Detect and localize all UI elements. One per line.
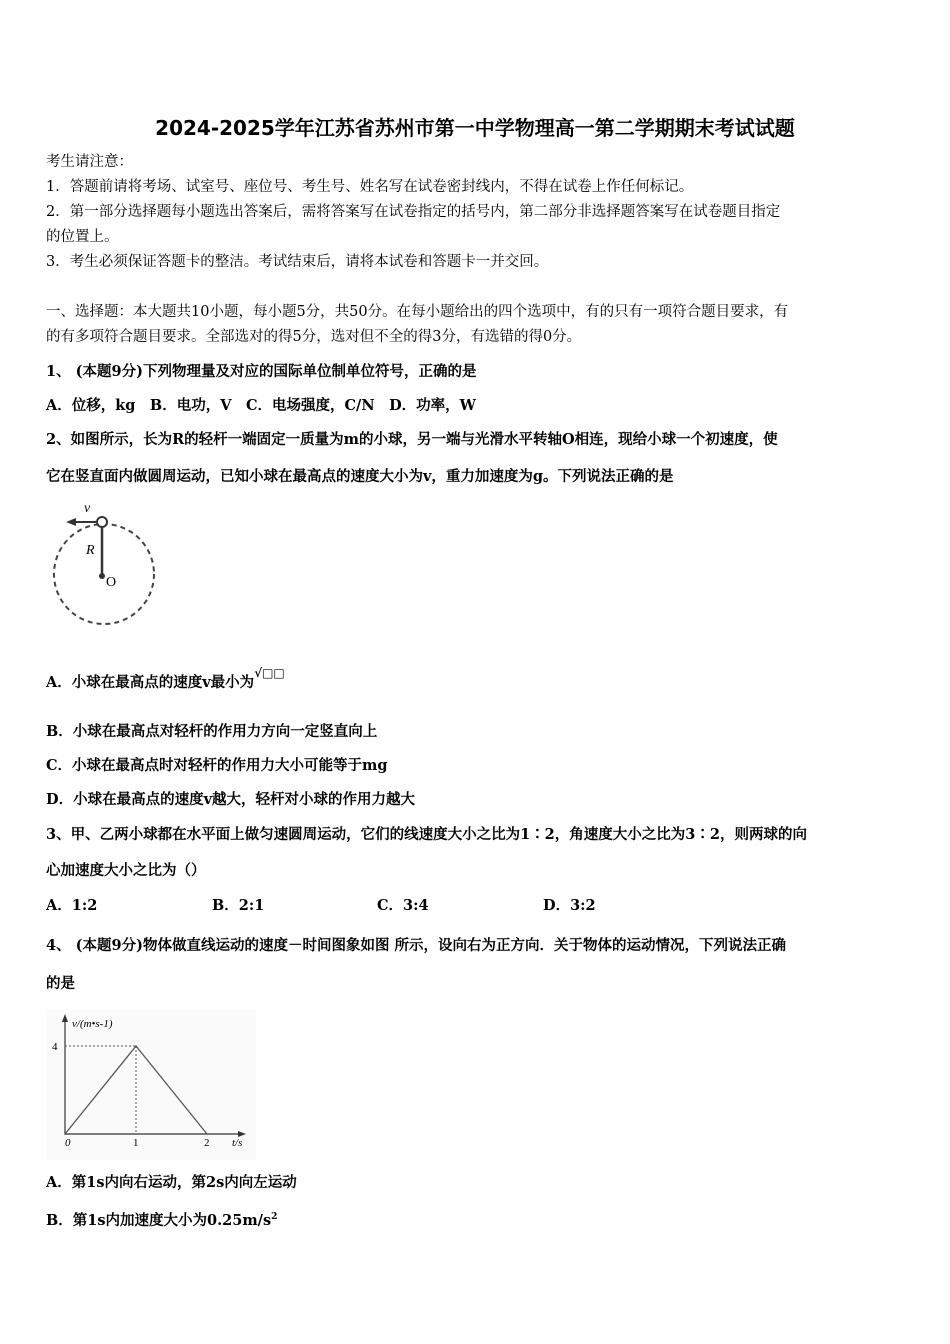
sqrt-placeholder: √□□ <box>254 666 285 680</box>
q2-stem-line1: 2、如图所示，长为R的轻杆一端固定一质量为m的小球，另一端与光滑水平转轴O相连，现给小球一个初速度，使 <box>46 431 778 448</box>
x-tick-label-1: 1 <box>133 1137 139 1149</box>
pivot-point <box>99 573 105 579</box>
section1-intro-line2: 的有多项符合题目要求。全部选对的得5分，选对但不全的得3分，有选错的得0分。 <box>46 329 582 345</box>
q2-option-a <box>46 666 910 693</box>
q3-option-d: D．3:2 <box>543 897 596 914</box>
q3-option-a: A．1:2 <box>46 897 98 914</box>
y-tick-label-4: 4 <box>52 1041 58 1053</box>
label-v: v <box>84 501 91 516</box>
label-O: O <box>106 575 117 590</box>
notice-item-2: 2．第一部分选择题每小题选出答案后，需将答案写在试卷指定的括号内，第二部分非选择题答案写在试卷题目指定 <box>46 204 781 220</box>
q2-option-b: B．小球在最高点对轻杆的作用力方向一定竖直向上 <box>46 723 378 740</box>
y-axis-label: v/(m•s-1) <box>72 1018 113 1030</box>
velocity-arrowhead <box>66 518 76 526</box>
q2-stem-line2: 它在竖直面内做圆周运动，已知小球在最高点的速度大小为v，重力加速度为g。下列说法正确的是 <box>46 468 674 485</box>
q4-option-b-superscript: 2 <box>271 1212 278 1222</box>
q2-option-a-text: A．小球在最高点的速度v最小为 <box>46 674 255 691</box>
q3-stem-line1: 3、甲、乙两小球都在水平面上做匀速圆周运动，它们的线速度大小之比为1∶2，角速度大小之比为3∶2，则两球的向 <box>46 826 807 843</box>
data-point-2 <box>206 1133 208 1135</box>
x-axis-label: t/s <box>232 1137 243 1149</box>
data-point-0 <box>64 1133 66 1135</box>
q1-stem: 1、 (本题9分)下列物理量及对应的国际单位制单位符号，正确的是 <box>46 363 477 380</box>
x-tick-label-0: 0 <box>65 1137 71 1149</box>
q4-stem-line2: 的是 <box>46 975 75 992</box>
q4-option-b-text: B．第1s内加速度大小为0.25m/s <box>46 1211 272 1229</box>
q4-option-b <box>46 1207 910 1231</box>
chart-background <box>46 1010 256 1160</box>
q2-option-d: D．小球在最高点的速度v越大，轻杆对小球的作用力越大 <box>46 791 415 808</box>
q3-option-c: C．3:4 <box>377 897 429 914</box>
q2-option-c: C．小球在最高点时对轻杆的作用力大小可能等于mg <box>46 757 388 774</box>
section1-intro-line1: 一、选择题：本大题共10小题，每小题5分，共50分。在每小题给出的四个选项中，有的只有一项符合题目要求，有 <box>46 304 789 320</box>
vt-graph <box>46 1010 256 1160</box>
x-tick-label-2: 2 <box>204 1137 210 1149</box>
q2-circle-figure <box>46 496 166 636</box>
notice-item-1: 1．答题前请将考场、试室号、座位号、考生号、姓名写在试卷密封线内，不得在试卷上作任何标记。 <box>46 179 694 195</box>
q3-option-b: B．2:1 <box>212 897 265 914</box>
q1-options: A．位移，kg B．电功，V C．电场强度，C/N D．功率，W <box>46 397 476 414</box>
q4-stem-line1: 4、 (本题9分)物体做直线运动的速度－时间图象如图 所示，设向右为正方向．关于物体的运动情况，下列说法正确 <box>46 937 786 954</box>
notice-heading: 考生请注意： <box>46 154 133 170</box>
notice-item-3: 3．考生必须保证答题卡的整洁。考试结束后，请将本试卷和答题卡一并交回。 <box>46 254 549 270</box>
data-point-1 <box>135 1045 137 1047</box>
q3-stem-line2: 心加速度大小之比为（） <box>46 862 206 879</box>
notice-item-2-cont: 的位置上。 <box>46 229 119 245</box>
page-title: 2024-2025学年江苏省苏州市第一中学物理高一第二学期期末考试试题 <box>155 116 795 140</box>
q4-option-a: A．第1s内向右运动，第2s内向左运动 <box>46 1174 297 1191</box>
label-R: R <box>86 543 95 558</box>
ball <box>97 517 107 527</box>
